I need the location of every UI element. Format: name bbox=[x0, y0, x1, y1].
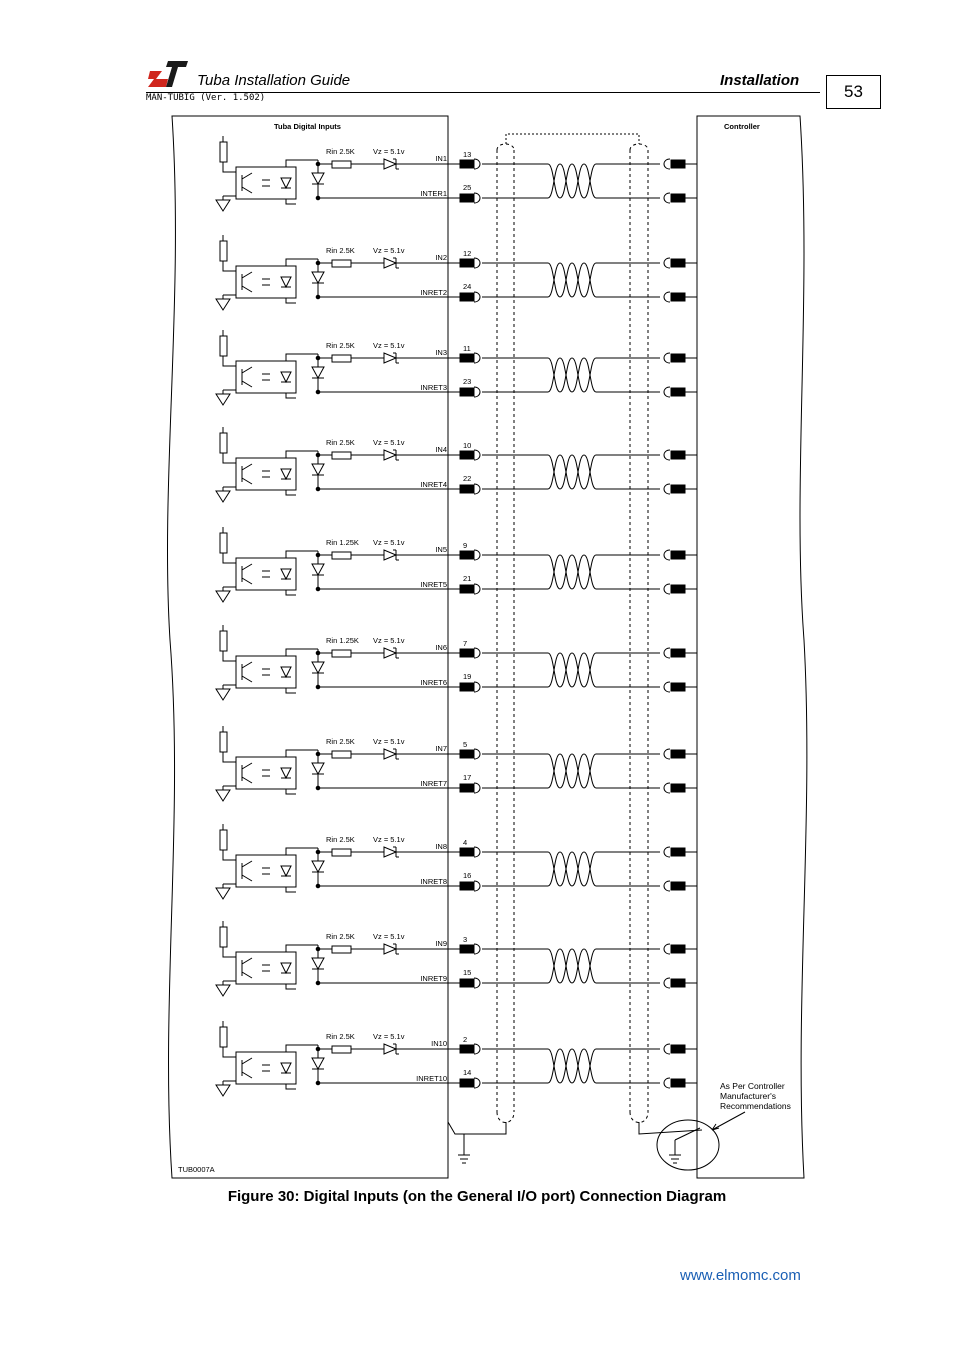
zener-label: Vz = 5.1v bbox=[373, 636, 405, 645]
return-pin-number: 19 bbox=[463, 672, 472, 681]
input-pin-number: 10 bbox=[463, 441, 472, 450]
zener-label: Vz = 5.1v bbox=[373, 932, 405, 941]
shield-right-dashed bbox=[630, 150, 648, 1112]
resistor-label: Rin 1.25K bbox=[326, 538, 359, 547]
channel-circuit bbox=[216, 824, 697, 899]
resistor-label: Rin 1.25K bbox=[326, 636, 359, 645]
return-pin-number: 23 bbox=[463, 377, 472, 386]
return-pin-number: 22 bbox=[463, 474, 472, 483]
return-pin-number: 24 bbox=[463, 282, 472, 291]
return-signal-label: INRET5 bbox=[420, 580, 447, 589]
section-title: Installation bbox=[720, 72, 800, 89]
channel-circuit bbox=[216, 726, 697, 801]
resistor-label: Rin 2.5K bbox=[326, 147, 355, 156]
input-pin-number: 5 bbox=[463, 740, 468, 749]
return-signal-label: INRET2 bbox=[420, 288, 447, 297]
input-signal-label: IN4 bbox=[435, 445, 447, 454]
return-pin-number: 25 bbox=[463, 183, 472, 192]
input-signal-label: IN5 bbox=[435, 545, 447, 554]
input-pin-number: 12 bbox=[463, 249, 472, 258]
channel-circuit bbox=[216, 527, 697, 602]
input-signal-label: IN1 bbox=[435, 154, 447, 163]
channel-circuit bbox=[216, 136, 697, 211]
channel-circuit bbox=[216, 921, 697, 996]
channel-circuit bbox=[216, 330, 697, 405]
drawing-id: TUB0007A bbox=[178, 1165, 215, 1174]
resistor-label: Rin 2.5K bbox=[326, 1032, 355, 1041]
input-pin-number: 9 bbox=[463, 541, 468, 550]
input-signal-label: IN8 bbox=[435, 842, 447, 851]
input-pin-number: 2 bbox=[463, 1035, 468, 1044]
input-signal-label: IN2 bbox=[435, 253, 447, 262]
return-pin-number: 15 bbox=[463, 968, 472, 977]
input-signal-label: IN10 bbox=[431, 1039, 447, 1048]
resistor-label: Rin 2.5K bbox=[326, 932, 355, 941]
zener-label: Vz = 5.1v bbox=[373, 341, 405, 350]
input-signal-label: IN7 bbox=[435, 744, 447, 753]
input-pin-number: 13 bbox=[463, 150, 472, 159]
note-line-1: As Per Controller bbox=[720, 1081, 785, 1091]
return-signal-label: INRET3 bbox=[420, 383, 447, 392]
channel-circuit bbox=[216, 235, 697, 310]
zener-label: Vz = 5.1v bbox=[373, 147, 405, 156]
zener-label: Vz = 5.1v bbox=[373, 538, 405, 547]
input-signal-label: IN9 bbox=[435, 939, 447, 948]
input-signal-label: IN3 bbox=[435, 348, 447, 357]
shield-left-dashed bbox=[497, 150, 514, 1112]
return-signal-label: INRET7 bbox=[420, 779, 447, 788]
resistor-label: Rin 2.5K bbox=[326, 835, 355, 844]
figure-caption: Figure 30: Digital Inputs (on the General I/O port) Connection Diagram bbox=[227, 1188, 727, 1205]
controller-box-outline bbox=[697, 116, 807, 1178]
zener-label: Vz = 5.1v bbox=[373, 246, 405, 255]
document-version: MAN-TUBIG (Ver. 1.502) bbox=[146, 93, 266, 103]
return-signal-label: INRET4 bbox=[420, 480, 447, 489]
input-pin-number: 3 bbox=[463, 935, 468, 944]
input-signal-label: IN6 bbox=[435, 643, 447, 652]
zener-label: Vz = 5.1v bbox=[373, 835, 405, 844]
return-signal-label: INRET9 bbox=[420, 974, 447, 983]
note-line-2: Manufacturer's bbox=[720, 1091, 776, 1101]
tuba-box-title: Tuba Digital Inputs bbox=[274, 122, 341, 131]
return-pin-number: 21 bbox=[463, 574, 472, 583]
return-signal-label: INRET6 bbox=[420, 678, 447, 687]
zener-label: Vz = 5.1v bbox=[373, 1032, 405, 1041]
resistor-label: Rin 2.5K bbox=[326, 737, 355, 746]
return-pin-number: 16 bbox=[463, 871, 472, 880]
note-line-3: Recommendations bbox=[720, 1101, 791, 1111]
return-signal-label: INTER1 bbox=[420, 189, 447, 198]
resistor-label: Rin 2.5K bbox=[326, 341, 355, 350]
input-pin-number: 7 bbox=[463, 639, 468, 648]
document-title: Tuba Installation Guide bbox=[197, 72, 351, 89]
channel-circuit bbox=[216, 427, 697, 502]
resistor-label: Rin 2.5K bbox=[326, 246, 355, 255]
controller-box-title: Controller bbox=[724, 122, 760, 131]
footer-link[interactable]: www.elmomc.com bbox=[680, 1267, 801, 1284]
zener-label: Vz = 5.1v bbox=[373, 737, 405, 746]
input-pin-number: 4 bbox=[463, 838, 468, 847]
tuba-box-outline bbox=[167, 116, 448, 1178]
channel-circuit bbox=[216, 625, 697, 700]
page-number: 53 bbox=[826, 75, 881, 109]
zener-label: Vz = 5.1v bbox=[373, 438, 405, 447]
return-pin-number: 14 bbox=[463, 1068, 472, 1077]
resistor-label: Rin 2.5K bbox=[326, 438, 355, 447]
input-pin-number: 11 bbox=[463, 344, 471, 353]
return-signal-label: INRET10 bbox=[416, 1074, 447, 1083]
return-pin-number: 17 bbox=[463, 773, 472, 782]
channel-circuit bbox=[216, 1021, 697, 1096]
return-signal-label: INRET8 bbox=[420, 877, 447, 886]
